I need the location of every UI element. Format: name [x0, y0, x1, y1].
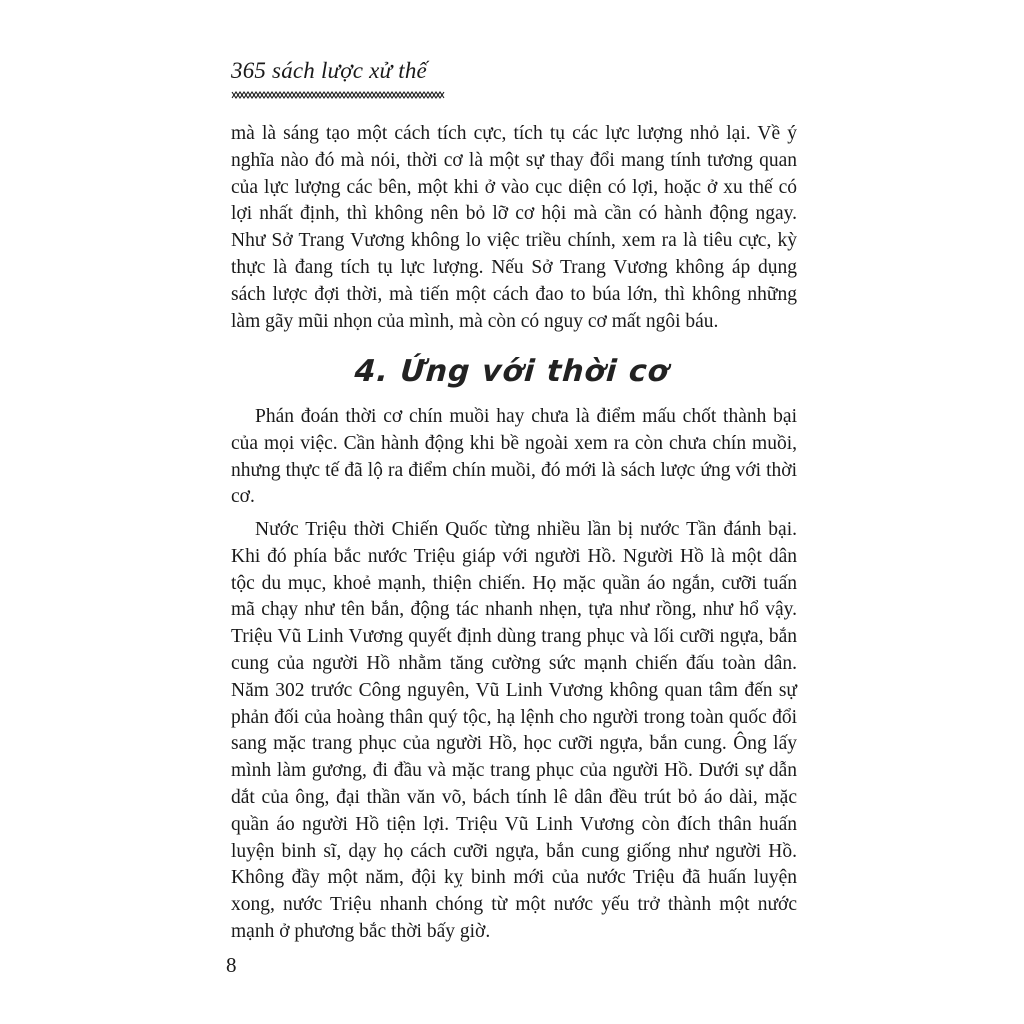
- paragraph-continuation: mà là sáng tạo một cách tích cực, tích tụ các lực lượng nhỏ lại. Về ý nghĩa nào đó mà nói, thời cơ là một sự thay đổi mang tính tương quan của lực lượng các bên, một khi ở vào cục diện có lợi, hoặc ở xu thế có lợi nhất định, thì không nên bỏ lỡ cơ hội mà cần có hành động ngay. Như Sở Trang Vương không lo việc triều chính, xem ra là tiêu cực, kỳ thực là đang tích tụ lực lượng. Nếu Sở Trang Vương không áp dụng sách lược đợi thời, mà tiến một cách đao to búa lớn, thì không những làm gãy mũi nhọn của mình, mà còn có nguy cơ mất ngôi báu.: [231, 123, 797, 332]
- header-ornament-divider: [231, 90, 445, 100]
- paragraph-intro: Phán đoán thời cơ chín muồi hay chưa là điểm mấu chốt thành bại của mọi việc. Cần hành động khi bề ngoài xem ra còn chưa chín muồi, nhưng thực tế đã lộ ra điểm chín muồi, đó mới là sách lược ứng với thời cơ.: [231, 406, 797, 508]
- running-header-title: 365 sách lược xử thế: [231, 58, 427, 83]
- paragraph-story: Nước Triệu thời Chiến Quốc từng nhiều lần bị nước Tần đánh bại. Khi đó phía bắc nước Triệu giáp với người Hồ. Người Hồ là một dân tộc du mục, khoẻ mạnh, thiện chiến. Họ mặc quần áo ngắn, cưỡi tuấn mã chạy như tên bắn, động tác nhanh nhẹn, tựa như rồng, như hổ vậy. Triệu Vũ Linh Vương quyết định dùng trang phục và lối cưỡi ngựa, bắn cung của người Hồ nhằm tăng cường sức mạnh chiến đấu toàn dân. Năm 302 trước Công nguyên, Vũ Linh Vương không quan tâm đến sự phản đối của hoàng thân quý tộc, hạ lệnh cho người trong toàn quốc đổi sang mặc trang phục của người Hồ, học cưỡi ngựa, bắn cung. Ông lấy mình làm gương, đi đầu và mặc trang phục của người Hồ. Dưới sự dẫn dắt của ông, đại thần văn võ, bách tính lê dân đều trút bỏ áo dài, mặc quần áo người Hồ tiện lợi. Triệu Vũ Linh Vương còn đích thân huấn luyện binh sĩ, dạy họ cách cưỡi ngựa, bắn cung giống như người Hồ. Không đầy một năm, đội kỵ binh mới của nước Triệu đã huấn luyện xong, nước Triệu nhanh chóng từ một nước yếu trở thành một nước mạnh ở phương bắc thời bấy giờ.: [231, 519, 797, 942]
- page-number: 8: [226, 953, 237, 977]
- section-heading: 4. Ứng với thời cơ: [353, 354, 671, 389]
